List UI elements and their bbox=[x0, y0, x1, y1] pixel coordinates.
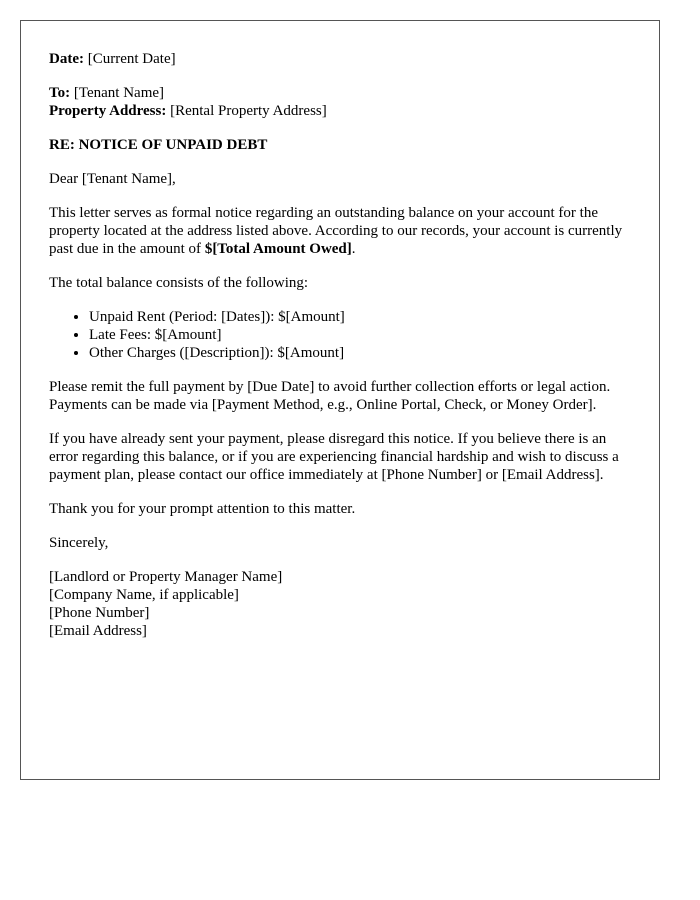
signature-phone: [Phone Number] bbox=[49, 605, 150, 621]
property-value: [Rental Property Address] bbox=[170, 103, 327, 119]
total-amount: $[Total Amount Owed] bbox=[204, 241, 352, 257]
charges-list bbox=[49, 308, 631, 362]
signature-company: [Company Name, if applicable] bbox=[49, 587, 239, 603]
signature-name: [Landlord or Property Manager Name] bbox=[49, 569, 283, 585]
intro-paragraph bbox=[49, 204, 631, 258]
subject-line: RE: NOTICE OF UNPAID DEBT bbox=[49, 137, 268, 153]
closing-line: Sincerely, bbox=[49, 535, 109, 551]
payment-paragraph: Please remit the full payment by [Due Date] to avoid further collection efforts or legal action. Payments can be made via [Payment Method, e.g., Online Portal, Check, or Money Order]. bbox=[49, 379, 611, 413]
date-value: [Current Date] bbox=[87, 51, 176, 67]
salutation: Dear [Tenant Name], bbox=[49, 171, 176, 187]
signature-block bbox=[49, 568, 631, 640]
property-label: Property Address: bbox=[49, 103, 167, 119]
to-value: [Tenant Name] bbox=[73, 85, 165, 101]
to-label: To: bbox=[49, 85, 71, 101]
date-label: Date: bbox=[49, 51, 84, 67]
to-line bbox=[49, 84, 631, 102]
date-line bbox=[49, 50, 631, 68]
property-line bbox=[49, 102, 631, 120]
charge-item-late-fees: • Late Fees: $[Amount] bbox=[89, 326, 631, 344]
contact-paragraph: If you have already sent your payment, please disregard this notice. If you believe there is an error regarding this balance, or if you are experiencing financial hardship and wish to discuss a payment plan, please contact our office immediately at [Phone Number] or [Email Address]. bbox=[49, 431, 619, 483]
intro-end: . bbox=[351, 241, 356, 257]
letter-page bbox=[20, 20, 660, 780]
charge-item-rent: • Unpaid Rent (Period: [Dates]): $[Amount] bbox=[89, 308, 631, 326]
recipient-block bbox=[49, 84, 631, 120]
thanks-line: Thank you for your prompt attention to this matter. bbox=[49, 501, 356, 517]
intro-text: This letter serves as formal notice regarding an outstanding balance on your account for the property located at the address listed above. According to our records, your account is currently past due in the amount of bbox=[49, 205, 623, 257]
breakdown-intro: The total balance consists of the following: bbox=[49, 275, 309, 291]
signature-email: [Email Address] bbox=[49, 623, 147, 639]
charge-item-other: • Other Charges ([Description]): $[Amount] bbox=[89, 344, 631, 362]
